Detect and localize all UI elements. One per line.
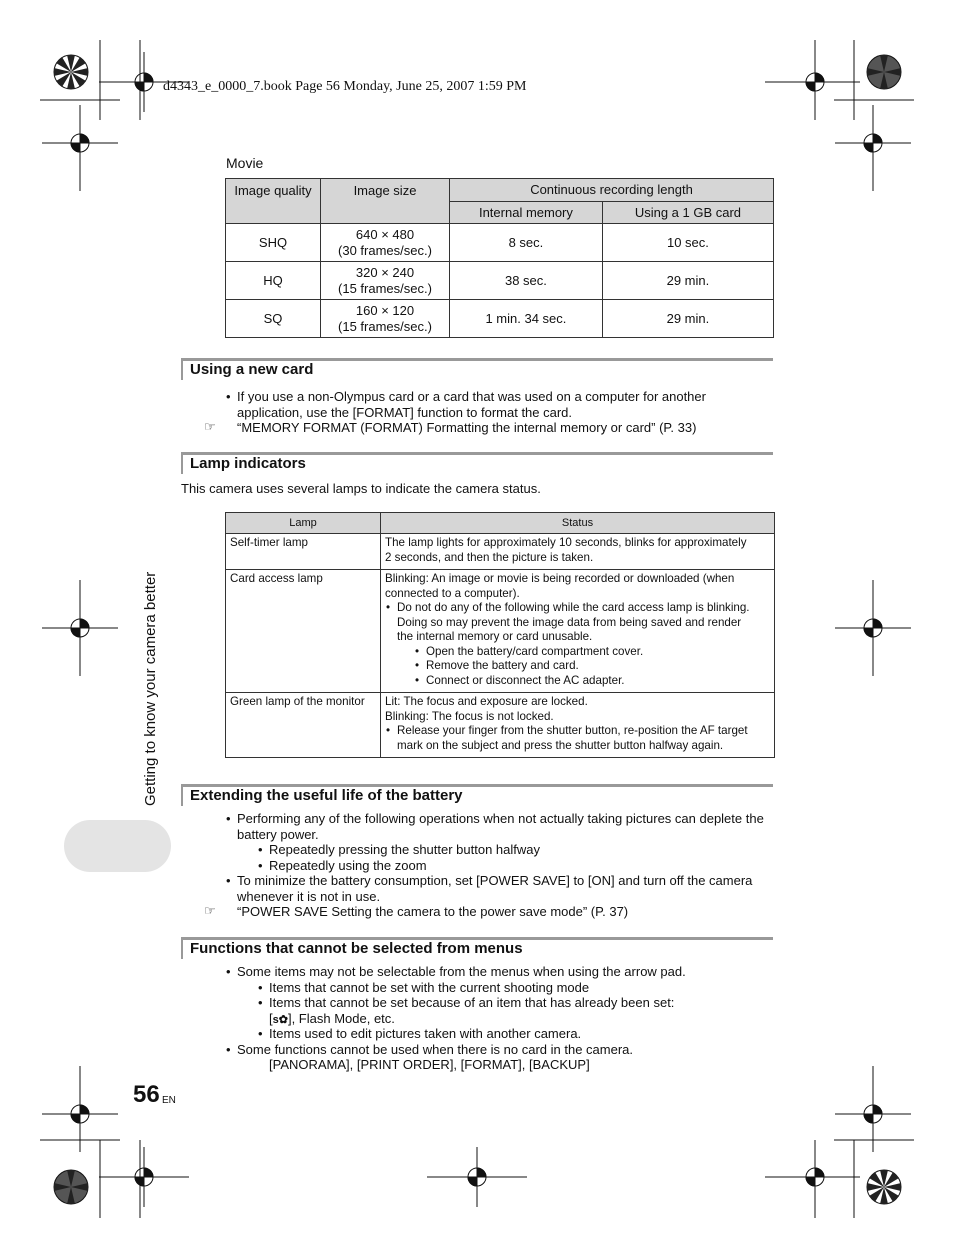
table-row xyxy=(226,262,774,300)
lamp-table xyxy=(225,512,775,758)
col-header-card: Using a 1 GB card xyxy=(602,202,773,224)
lamp-status-cell: Lit: The focus and exposure are locked. Blinking: The focus is not locked. • Release your finger from the shutter button, re-position the AF target mark on the subject and press the shutter button halfway again. xyxy=(381,693,775,758)
bullet-dot: • xyxy=(226,964,231,979)
lamp-status-cell: The lamp lights for approximately 10 seconds, blinks for approximately 2 seconds, and then the picture is taken. xyxy=(381,534,775,570)
reference-hand-icon: ☞ xyxy=(204,903,216,918)
bullet-dot: • xyxy=(226,389,231,404)
card-cell: 10 sec. xyxy=(602,224,773,262)
section-title-functions: Functions that cannot be selected from menus xyxy=(190,940,523,957)
bullet-dot: • xyxy=(226,873,231,888)
card-cell: 29 min. xyxy=(602,300,773,338)
size-cell: 320 × 240 (15 frames/sec.) xyxy=(321,262,450,300)
functions-sub-3: Items used to edit pictures taken with another camera. xyxy=(269,1026,582,1041)
table-row xyxy=(226,534,775,570)
table-row xyxy=(226,570,775,693)
col-header-internal: Internal memory xyxy=(450,202,603,224)
card-cell: 29 min. xyxy=(602,262,773,300)
lamp-intro: This camera uses several lamps to indicate the camera status. xyxy=(181,481,541,496)
bullet-dot: • xyxy=(226,811,231,826)
col-header-length: Continuous recording length xyxy=(450,179,774,202)
page-number: 56 xyxy=(133,1081,160,1108)
chapter-side-label: Getting to know your camera better xyxy=(142,571,159,806)
internal-cell: 8 sec. xyxy=(450,224,603,262)
functions-sub-2: Items that cannot be set because of an item that has already been set: xyxy=(269,995,675,1010)
table-row xyxy=(226,300,774,338)
table-row xyxy=(226,224,774,262)
battery-reference: “POWER SAVE Setting the camera to the power save mode” (P. 37) xyxy=(237,904,629,919)
bullet-dot: • xyxy=(258,995,263,1010)
movie-table xyxy=(225,178,774,338)
new-card-reference: “MEMORY FORMAT (FORMAT) Formatting the internal memory or card” (P. 33) xyxy=(237,420,697,435)
functions-bullet-1: Some items may not be selectable from the menus when using the arrow pad. xyxy=(237,964,686,979)
functions-bullet-2-cont: [PANORAMA], [PRINT ORDER], [FORMAT], [BACKUP] xyxy=(269,1057,590,1072)
section-tick xyxy=(181,455,183,474)
table-row xyxy=(226,693,775,758)
chapter-tab xyxy=(64,820,171,872)
internal-cell: 38 sec. xyxy=(450,262,603,300)
section-title-battery: Extending the useful life of the battery xyxy=(190,787,463,804)
quality-cell: HQ xyxy=(226,262,321,300)
new-card-bullet: If you use a non-Olympus card or a card that was used on a computer for another application, use the [FORMAT] function to format the card. xyxy=(237,389,706,420)
section-tick xyxy=(181,361,183,380)
lamp-name-cell: Self-timer lamp xyxy=(226,534,381,570)
size-cell: 640 × 480 (30 frames/sec.) xyxy=(321,224,450,262)
internal-cell: 1 min. 34 sec. xyxy=(450,300,603,338)
battery-sub-2: Repeatedly using the zoom xyxy=(269,858,427,873)
col-header-lamp: Lamp xyxy=(226,513,381,534)
section-title-lamp: Lamp indicators xyxy=(190,455,306,472)
col-header-status: Status xyxy=(381,513,775,534)
bullet-dot: • xyxy=(258,842,263,857)
size-cell: 160 × 120 (15 frames/sec.) xyxy=(321,300,450,338)
quality-cell: SHQ xyxy=(226,224,321,262)
lamp-name-cell: Card access lamp xyxy=(226,570,381,693)
section-tick xyxy=(181,787,183,806)
lamp-status-cell: Blinking: An image or movie is being recorded or downloaded (when connected to a computer). • Do not do any of the following while the card access lamp is blinking. Doing so may prevent the image data from being saved and render the internal memory or card unusable. • Open the battery/card compartment cover. • Remove the battery and card. • Connect or disconnect the AC adapter. xyxy=(381,570,775,693)
col-header-size: Image size xyxy=(321,179,450,224)
lamp-name-cell: Green lamp of the monitor xyxy=(226,693,381,758)
bullet-dot: • xyxy=(258,980,263,995)
movie-label: Movie xyxy=(226,155,264,171)
functions-bullet-2: Some functions cannot be used when there is no card in the camera. xyxy=(237,1042,634,1057)
battery-sub-1: Repeatedly pressing the shutter button halfway xyxy=(269,842,541,857)
bullet-dot: • xyxy=(258,1026,263,1041)
section-tick xyxy=(181,940,183,959)
bullet-dot: • xyxy=(258,858,263,873)
battery-bullet-1: Performing any of the following operations when not actually taking pictures can deplete the battery power. xyxy=(237,811,764,842)
print-header: d4343_e_0000_7.book Page 56 Monday, June 25, 2007 1:59 PM xyxy=(163,79,527,94)
scene-mode-icon: s✿ xyxy=(272,1014,288,1026)
functions-sub-1: Items that cannot be set with the current shooting mode xyxy=(269,980,590,995)
col-header-quality: Image quality xyxy=(226,179,321,224)
bullet-dot: • xyxy=(226,1042,231,1057)
section-title-new-card: Using a new card xyxy=(190,361,314,378)
reference-hand-icon: ☞ xyxy=(204,419,216,434)
functions-sub-2-cont: [s✿], Flash Mode, etc. xyxy=(269,1011,395,1026)
page-language: EN xyxy=(162,1095,176,1106)
battery-bullet-2: To minimize the battery consumption, set [POWER SAVE] to [ON] and turn off the camera whenever it is not in use. xyxy=(237,873,753,904)
quality-cell: SQ xyxy=(226,300,321,338)
